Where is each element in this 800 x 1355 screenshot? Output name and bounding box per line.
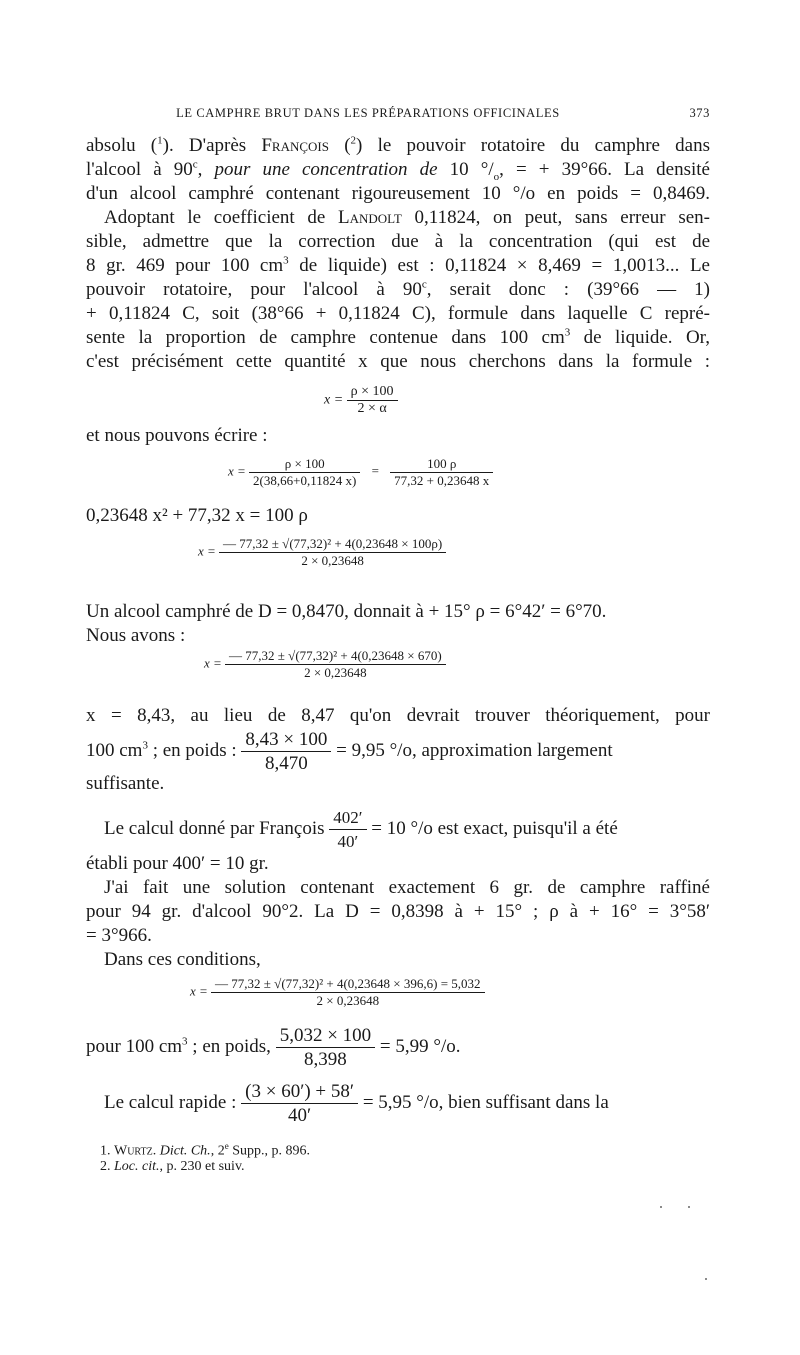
body-line: Adoptant le coefficient de Landolt 0,11824, on peut, sans erreur sen- xyxy=(104,207,710,228)
body-line: pouvoir rotatoire, pour l'alcool à 90$^c$, serait donc : (39°66 — 1) xyxy=(86,278,710,300)
equation-1: x = $\frac{\rho \times 100}{2 \times \alpha}$ xyxy=(324,384,398,417)
body-line: c'est précisément cette quantité x que nous cherchons dans la formule : xyxy=(86,351,710,372)
body-line: J'ai fait une solution contenant exactement 6 gr. de camphre raffiné xyxy=(104,877,710,898)
equation-3: 0,23648 x² + 77,32 x = 100 ρ xyxy=(86,505,308,526)
equation-6: x = $\frac{\text{— 77,32 ± √(77,32)² + 4(0,23648 × 396,6) = 5,032}}{2 \times 0,23648}$ xyxy=(190,976,485,1009)
body-line: établi pour 400′ = 10 gr. xyxy=(86,853,269,874)
body-line: pour 94 gr. d'alcool 90°2. La D = 0,8398 à + 15° ; ρ à + 16° = 3°58′ xyxy=(86,901,710,922)
equation-2: x = $\frac{\rho \times 100}{2(38,66+0,11824 x)}$ = $\frac{100 \rho}{77,32 + 0,23648 x}$ xyxy=(228,456,493,489)
speck xyxy=(705,1278,707,1280)
body-line: sible, admettre que la correction due à la concentration (qui est de xyxy=(86,231,710,252)
body-line: + 0,11824 C, soit (38°66 + 0,11824 C), formule dans laquelle C repré- xyxy=(86,303,710,324)
equation-5: x = $\frac{\text{— 77,32 ± √(77,32)² + 4(0,23648 × 670)}}{2 \times 0,23648}$ xyxy=(204,648,446,681)
speck xyxy=(660,1206,662,1208)
body-line: Un alcool camphré de D = 0,8470, donnait à + 15° ρ = 6°42′ = 6°70. xyxy=(86,601,607,622)
body-line: d'un alcool camphré contenant rigoureusement 10 °/o en poids = 0,8469. xyxy=(86,183,710,204)
body-line: Dans ces conditions, xyxy=(104,949,261,970)
footnote: 1. Wurtz. Dict. Ch., 2e Supp., p. 896. xyxy=(100,1141,310,1159)
body-line: x = 8,43, au lieu de 8,47 qu'on devrait trouver théoriquement, pour xyxy=(86,705,710,726)
body-line: l'alcool à 90$^c$, pour une concentration de 10 $^\circ/_o$, = + 39°66. La densité xyxy=(86,158,710,183)
body-line: = 3°966. xyxy=(86,925,152,946)
equation-4: x = $\frac{\text{— 77,32 ± √(77,32)² + 4(0,23648 × 100ρ)}}{2 \times 0,23648}$ xyxy=(198,536,446,569)
body-line: pour 100 $cm^3$ ; en poids, $\frac{5,032 \times 100}{8,398}$ = 5,99 °/o. xyxy=(86,1025,461,1070)
body-line: Le calcul rapide : $\frac{(3 \times 60') + 58'}{40'}$ = 5,95 °/o, bien suffisant dans la xyxy=(104,1081,609,1126)
body-line: 8 gr. 469 pour 100 $cm^3$ de liquide) est : 0,11824 × 8,469 = 1,0013... Le xyxy=(86,254,710,276)
footnote: 2. Loc. cit., p. 230 et suiv. xyxy=(100,1159,245,1174)
page-number: 373 xyxy=(689,106,710,120)
body-line: absolu ($^1$). D'après François ($^2$) le pouvoir rotatoire du camphre dans xyxy=(86,134,711,156)
header-title: LE CAMPHRE BRUT DANS LES PRÉPARATIONS OFFICINALES xyxy=(176,106,560,120)
body-line: 100 $cm^3$ ; en poids : $\frac{8,43 \times 100}{8,470}$ = 9,95 °/o, approximation largement xyxy=(86,729,613,774)
running-header xyxy=(86,106,710,122)
body-line: suffisante. xyxy=(86,773,165,794)
body-line: et nous pouvons écrire : xyxy=(86,425,268,446)
speck xyxy=(688,1206,690,1208)
body-line: sente la proportion de camphre contenue dans 100 $cm^3$ de liquide. Or, xyxy=(86,326,710,348)
body-line: Nous avons : xyxy=(86,625,186,646)
body-line: Le calcul donné par François $\frac{402'}{40'}$ = 10 °/o est exact, puisqu'il a été xyxy=(104,808,618,851)
